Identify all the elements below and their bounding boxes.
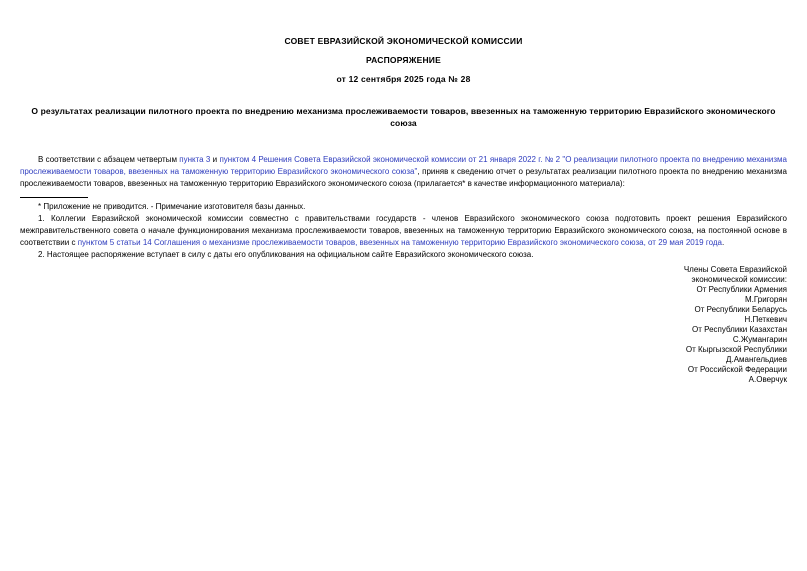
operative-items [20,213,787,261]
signature-block [20,265,787,385]
paragraph-text: и [210,155,220,164]
signature-line: От Российской Федерации [687,365,787,374]
footnote-separator-line [20,197,88,198]
signature-line: экономической комиссии: [691,275,787,284]
legal-reference-link[interactable]: пункта 3 [179,155,211,164]
signature-line: М.Григорян [745,295,787,304]
signature-line: От Республики Беларусь [694,305,787,314]
preamble-paragraph [20,154,787,190]
document-date-number: от 12 сентября 2025 года № 28 [336,74,471,84]
signature-line: А.Оверчук [748,375,787,384]
document-header [20,37,787,84]
document-type: РАСПОРЯЖЕНИЕ [366,55,441,65]
signature-line: Н.Петкевич [744,315,787,324]
signature-line: От Республики Казахстан [691,325,787,334]
signature-line: Члены Совета Евразийской [683,265,787,274]
paragraph-text: , приняв к сведению отчет о результатах реализации пилотного проекта по внедрению механизма прослеживаемости товаров, ввезенных на таможенную территорию Евразийского экономического союза (прилагается* в качестве информационного материала): [20,167,787,188]
paragraph-text: 1. Коллегии Евразийской экономической комиссии совместно с правительствами государств - членов Евразийского экономического союза подготовить проект решения Евразийского межправительственного совета о начале функционирования механизма прослеживаемости товаров, ввезенных на таможенную территорию Евразийского экономического союза, на постоянной основе в соответствии с [20,214,787,247]
legal-reference-link[interactable]: пунктом 5 статьи 14 Соглашения о механизме прослеживаемости товаров, ввезенных на таможенную территорию Евразийского экономического союза, от 29 мая 2019 года [77,238,722,247]
footnote-block [20,197,787,213]
footnote-text: * Приложение не приводится. - Примечание изготовителя базы данных. [38,202,306,211]
signature-line: С.Жумангарин [732,335,787,344]
signature-line: От Республики Армения [696,285,787,294]
legal-reference-link[interactable]: пунктом 4 Решения Совета Евразийской экономической комиссии от 21 января 2022 г. № 2 "О реализации пилотного проекта по внедрению механизма прослеживаемости товаров, ввезенных на таможенную территорию Евразийского экономического союза" [20,155,787,176]
issuing-authority: СОВЕТ ЕВРАЗИЙСКОЙ ЭКОНОМИЧЕСКОЙ КОМИССИИ [284,36,523,46]
item-2-paragraph: 2. Настоящее распоряжение вступает в силу с даты его опубликования на официальном сайте Евразийского экономического союза. [38,250,534,259]
signature-line: От Кыргызской Республики [685,345,787,354]
item-1-paragraph [20,213,787,249]
paragraph-text: . [721,238,725,247]
signature-line: Д.Амангельдиев [726,355,787,364]
paragraph-text: В соответствии с абзацем четвертым [38,155,180,164]
document-title: О результатах реализации пилотного проекта по внедрению механизма прослеживаемости товаров, ввезенных на таможенную территорию Евразийского экономического союза [31,106,776,128]
